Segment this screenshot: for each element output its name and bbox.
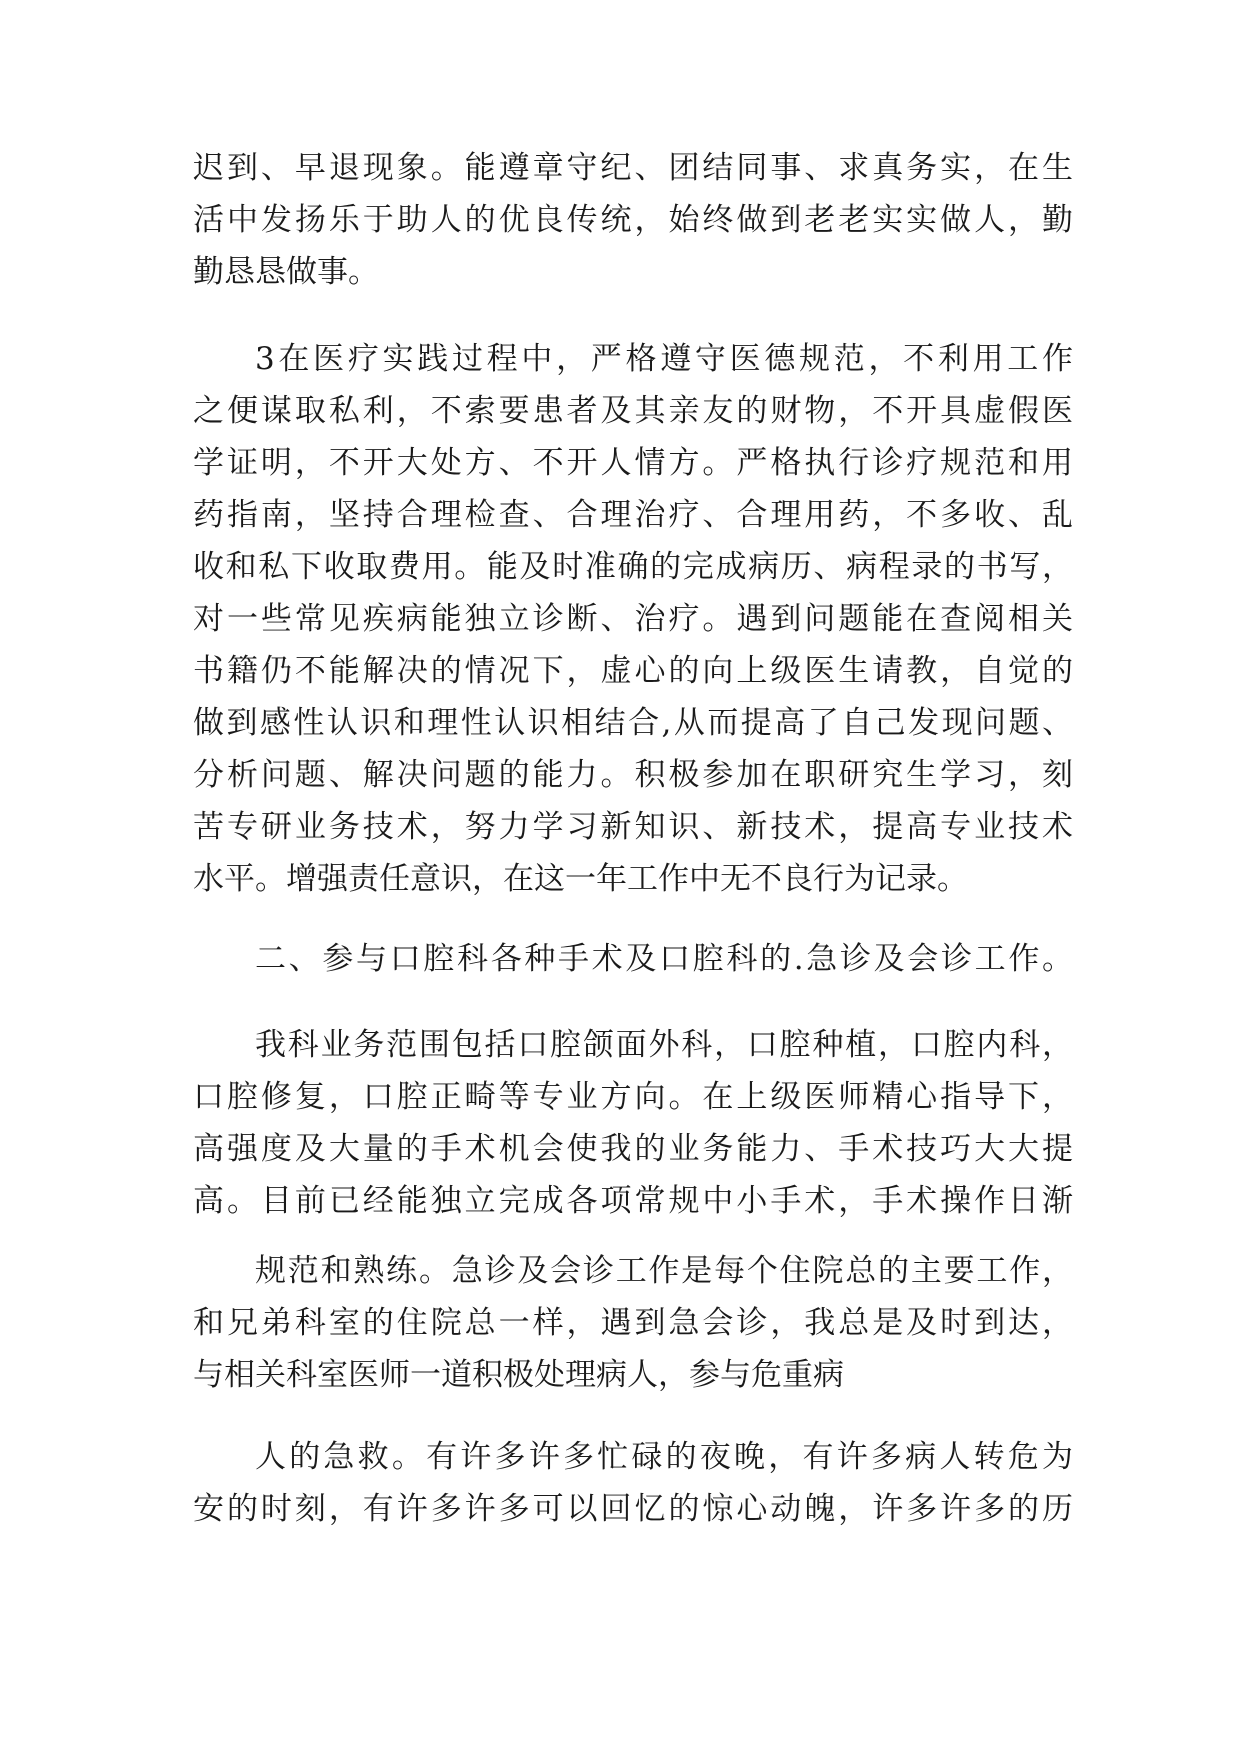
text-line: 我科业务范围包括口腔颌面外科，口腔种植，口腔内科，	[255, 1027, 1073, 1063]
text-line: 安的时刻，有许多许多可以回忆的惊心动魄，许多许多的历	[193, 1491, 1073, 1527]
text-line: 口腔修复，口腔正畸等专业方向。在上级医师精心指导下，	[193, 1079, 1073, 1115]
text-line: 收和私下收取费用。能及时准确的完成病历、病程录的书写，	[193, 549, 1073, 585]
text-line: 之便谋取私利，不索要患者及其亲友的财物，不开具虚假医	[193, 393, 1073, 429]
text-line: 与相关科室医师一道积极处理病人，参与危重病	[193, 1357, 844, 1393]
text-line: 和兄弟科室的住院总一样，遇到急会诊，我总是及时到达，	[193, 1305, 1073, 1341]
text-line: 高强度及大量的手术机会使我的业务能力、手术技巧大大提	[193, 1131, 1073, 1167]
text-line: 活中发扬乐于助人的优良传统，始终做到老老实实做人，勤	[193, 202, 1073, 238]
section-heading: 二、参与口腔科各种手术及口腔科的.急诊及会诊工作。	[255, 941, 1073, 977]
text-line: 做到感性认识和理性认识相结合,从而提高了自己发现问题、	[193, 705, 1073, 741]
text-line: 书籍仍不能解决的情况下，虚心的向上级医生请教，自觉的	[193, 653, 1073, 689]
text-line: 迟到、早退现象。能遵章守纪、团结同事、求真务实，在生	[193, 150, 1073, 186]
text-line: 苦专研业务技术，努力学习新知识、新技术，提高专业技术	[193, 809, 1073, 845]
text-line: 分析问题、解决问题的能力。积极参加在职研究生学习，刻	[193, 757, 1073, 793]
text-line: 对一些常见疾病能独立诊断、治疗。遇到问题能在查阅相关	[193, 601, 1073, 637]
text-line: 3在医疗实践过程中，严格遵守医德规范，不利用工作	[255, 341, 1073, 377]
text-line: 规范和熟练。急诊及会诊工作是每个住院总的主要工作，	[255, 1253, 1073, 1289]
text-line: 高。目前已经能独立完成各项常规中小手术，手术操作日渐	[193, 1183, 1073, 1219]
text-line: 勤恳恳做事。	[193, 254, 379, 290]
text-line: 药指南，坚持合理检查、合理治疗、合理用药，不多收、乱	[193, 497, 1073, 533]
text-line: 人的急救。有许多许多忙碌的夜晚，有许多病人转危为	[255, 1439, 1073, 1475]
text-line: 水平。增强责任意识，在这一年工作中无不良行为记录。	[193, 861, 968, 897]
text-line: 学证明，不开大处方、不开人情方。严格执行诊疗规范和用	[193, 445, 1073, 481]
